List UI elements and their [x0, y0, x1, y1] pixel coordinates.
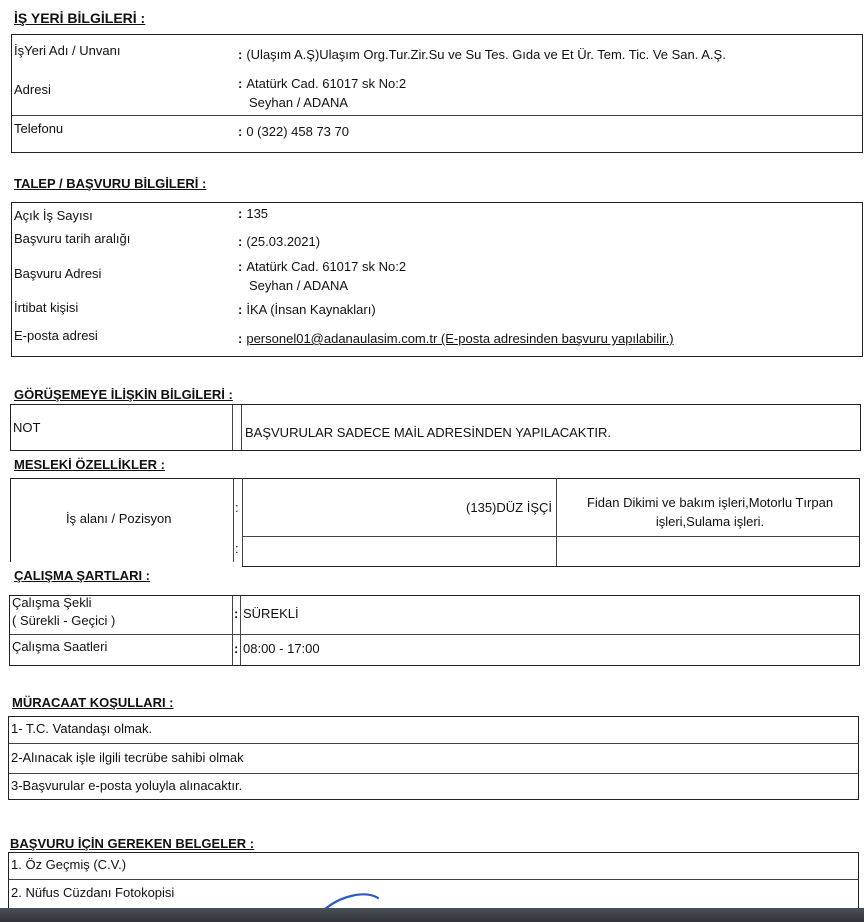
date-range-value: : (25.03.2021) [238, 234, 321, 249]
contact-person-value: : İKA (İnsan Kaynakları) [238, 302, 376, 317]
job-description-line1: Fidan Dikimi ve bakım işleri,Motorlu Tırpan [586, 495, 834, 510]
date-range-label: Başvuru tarih aralığı [14, 231, 131, 246]
list-item: 3-Başvurular e-posta yoluyla alınacaktır. [11, 778, 243, 793]
address-value: : Atatürk Cad. 61017 sk No:2 [238, 76, 407, 91]
section-title-muracaat: MÜRACAAT KOŞULLARI : [12, 695, 174, 710]
section-title-is-yeri: İŞ YERİ BİLGİLERİ : [14, 10, 146, 26]
position-label: İş alanı / Pozisyon [66, 511, 172, 526]
address-value-line2: Seyhan / ADANA [249, 95, 348, 110]
note-label: NOT [13, 420, 41, 435]
email-label: E-posta adresi [14, 328, 98, 343]
phone-value: : 0 (322) 458 73 70 [238, 124, 349, 139]
list-item: 1. Öz Geçmiş (C.V.) [11, 857, 127, 872]
list-item: 2-Alınacak işle ilgili tecrübe sahibi olmak [11, 750, 244, 765]
open-jobs-label: Açık İş Sayısı [14, 208, 93, 223]
open-jobs-value: : 135 [238, 206, 269, 221]
list-item: 2. Nüfus Cüzdanı Fotokopisi [11, 885, 175, 900]
email-value[interactable]: : personel01@adanaulasim.com.tr (E-posta adresinden başvuru yapılabilir.) [238, 331, 674, 346]
work-type-colon: : [234, 606, 239, 621]
is-yeri-table [11, 34, 863, 153]
work-hours-label: Çalışma Saatleri [12, 639, 108, 654]
gorusme-table [10, 404, 861, 451]
section-title-calisma: ÇALIŞMA ŞARTLARI : [14, 568, 151, 583]
application-address-label: Başvuru Adresi [14, 266, 102, 281]
application-address-line2: Seyhan / ADANA [249, 278, 348, 293]
position-colon-2: : [235, 541, 239, 556]
job-description-line2: işleri,Sulama işleri. [655, 514, 765, 529]
belgeler-table [8, 852, 859, 914]
position-value: (135)DÜZ İŞÇİ [466, 500, 552, 515]
muracaat-table [8, 716, 859, 800]
work-hours-colon: : [234, 641, 239, 656]
list-item: 1- T.C. Vatandaşı olmak. [11, 721, 153, 736]
address-label: Adresi [14, 82, 51, 97]
work-type-label-line2: ( Sürekli - Geçici ) [12, 613, 116, 628]
section-title-gorusme: GÖRÜŞEMEYE İLİŞKİN BİLGİLERİ : [14, 387, 233, 402]
work-type-value: SÜREKLİ [243, 606, 299, 621]
phone-label: Telefonu [14, 121, 64, 136]
mesleki-table [10, 478, 861, 566]
section-title-talep: TALEP / BAŞVURU BİLGİLERİ : [14, 176, 207, 191]
application-address-value: : Atatürk Cad. 61017 sk No:2 [238, 259, 407, 274]
note-value: BAŞVURULAR SADECE MAİL ADRESİNDEN YAPILACAKTIR. [245, 425, 612, 440]
company-name-label: İşYeri Adı / Unvanı [14, 43, 121, 58]
section-title-mesleki: MESLEKİ ÖZELLİKLER : [14, 457, 165, 472]
section-title-belgeler: BAŞVURU İÇİN GEREKEN BELGELER : [10, 836, 255, 851]
talep-table [11, 202, 863, 357]
window-bottom-bar [0, 908, 864, 922]
work-hours-value: 08:00 - 17:00 [243, 641, 320, 656]
contact-person-label: İrtibat kişisi [14, 300, 79, 315]
calisma-table [9, 595, 860, 666]
company-name-value: : (Ulaşım A.Ş)Ulaşım Org.Tur.Zir.Su ve Su Tes. Gıda ve Et Ür. Tem. Tic. Ve San. A.Ş. [238, 47, 726, 62]
position-colon: : [235, 500, 239, 515]
work-type-label: Çalışma Şekli [12, 595, 92, 610]
